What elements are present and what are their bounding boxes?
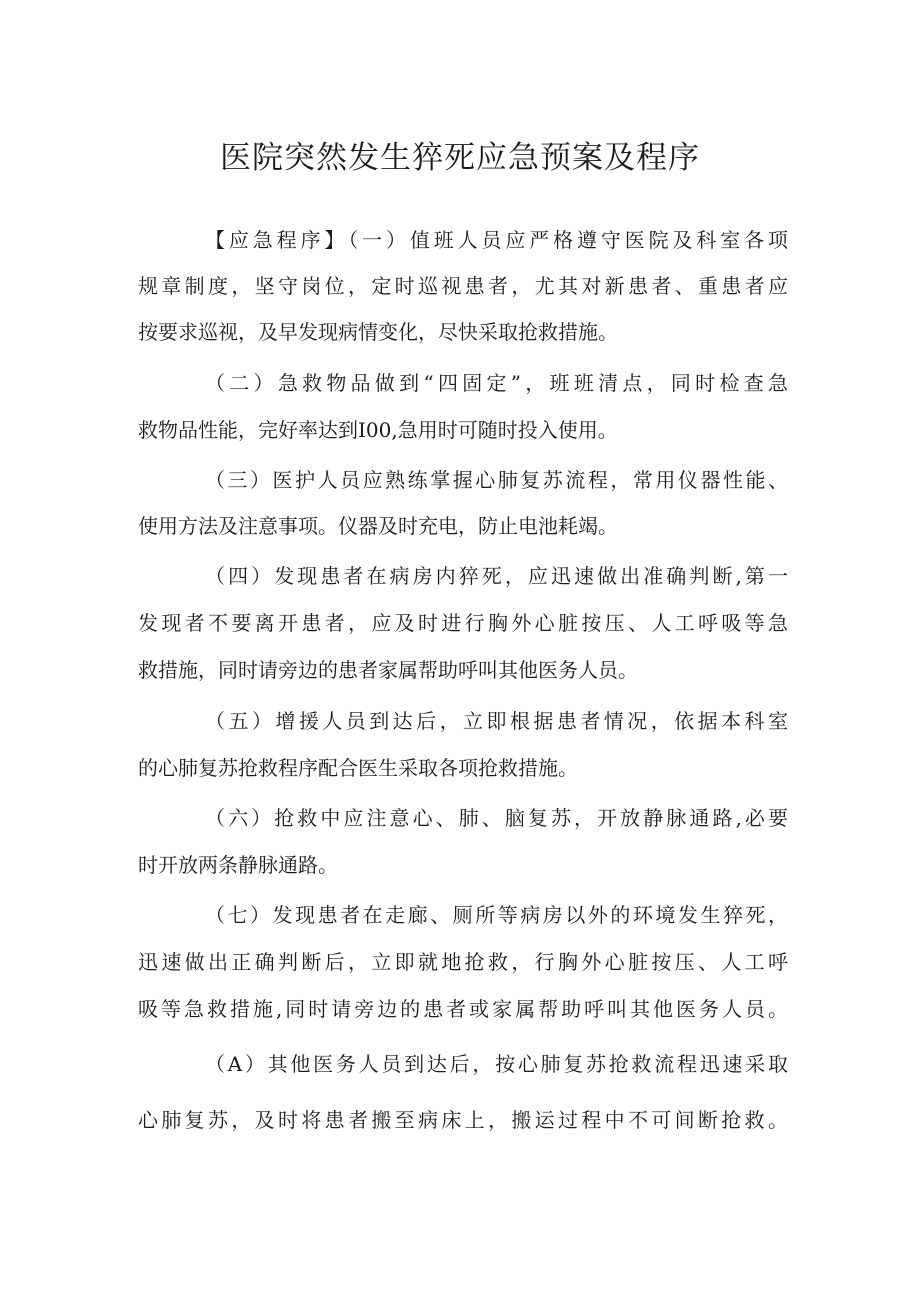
paragraph-line: （二）急救物品做到“四固定”，班班清点，同时检查急 [205, 371, 788, 395]
paragraph-line: 发现者不要离开患者，应及时进行胸外心脏按压、人工呼吸等急 [138, 611, 788, 635]
paragraph-line: 时开放两条静脉通路。 [138, 853, 338, 877]
paragraph-line: （三）医护人员应熟练掌握心肺复苏流程，常用仪器性能、 [205, 468, 788, 492]
paragraph-line: 【应急程序】（一）值班人员应严格遵守医院及科室各项 [205, 228, 788, 252]
paragraph-line: 心肺复苏，及时将患者搬至病床上，搬运过程中不可间断抢救。 [138, 1108, 788, 1132]
paragraph-line: （四）发现患者在病房内猝死，应迅速做出准确判断,第一 [205, 564, 788, 588]
paragraph-line: 按要求巡视，及早发现病情变化，尽快采取抢救措施。 [138, 320, 618, 344]
paragraph-line: 的心肺复苏抢救程序配合医生采取各项抢救措施。 [138, 756, 578, 780]
document-title: 医院突然发生猝死应急预案及程序 [220, 140, 700, 176]
paragraph-line: （七）发现患者在走廊、厕所等病房以外的环境发生猝死， [205, 903, 788, 927]
paragraph-line: （五）增援人员到达后，立即根据患者情况，依据本科室 [205, 709, 788, 733]
paragraph-line: 迅速做出正确判断后，立即就地抢救，行胸外心脏按压、人工呼 [138, 950, 788, 974]
paragraph-line: 规章制度，坚守岗位，定时巡视患者，尤其对新患者、重患者应 [138, 274, 788, 298]
paragraph-line: （A）其他医务人员到达后，按心肺复苏抢救流程迅速采取 [205, 1052, 788, 1076]
paragraph-line: 救措施，同时请旁边的患者家属帮助呼叫其他医务人员。 [138, 658, 638, 682]
paragraph-line: 使用方法及注意事项。仪器及时充电，防止电池耗竭。 [138, 514, 618, 538]
paragraph-line: （六）抢救中应注意心、肺、脑复苏，开放静脉通路,必要 [205, 806, 788, 830]
paragraph-line: 救物品性能，完好率达到I00,急用时可随时投入使用。 [138, 418, 618, 442]
paragraph-line: 吸等急救措施,同时请旁边的患者或家属帮助呼叫其他医务人员。 [138, 997, 788, 1021]
